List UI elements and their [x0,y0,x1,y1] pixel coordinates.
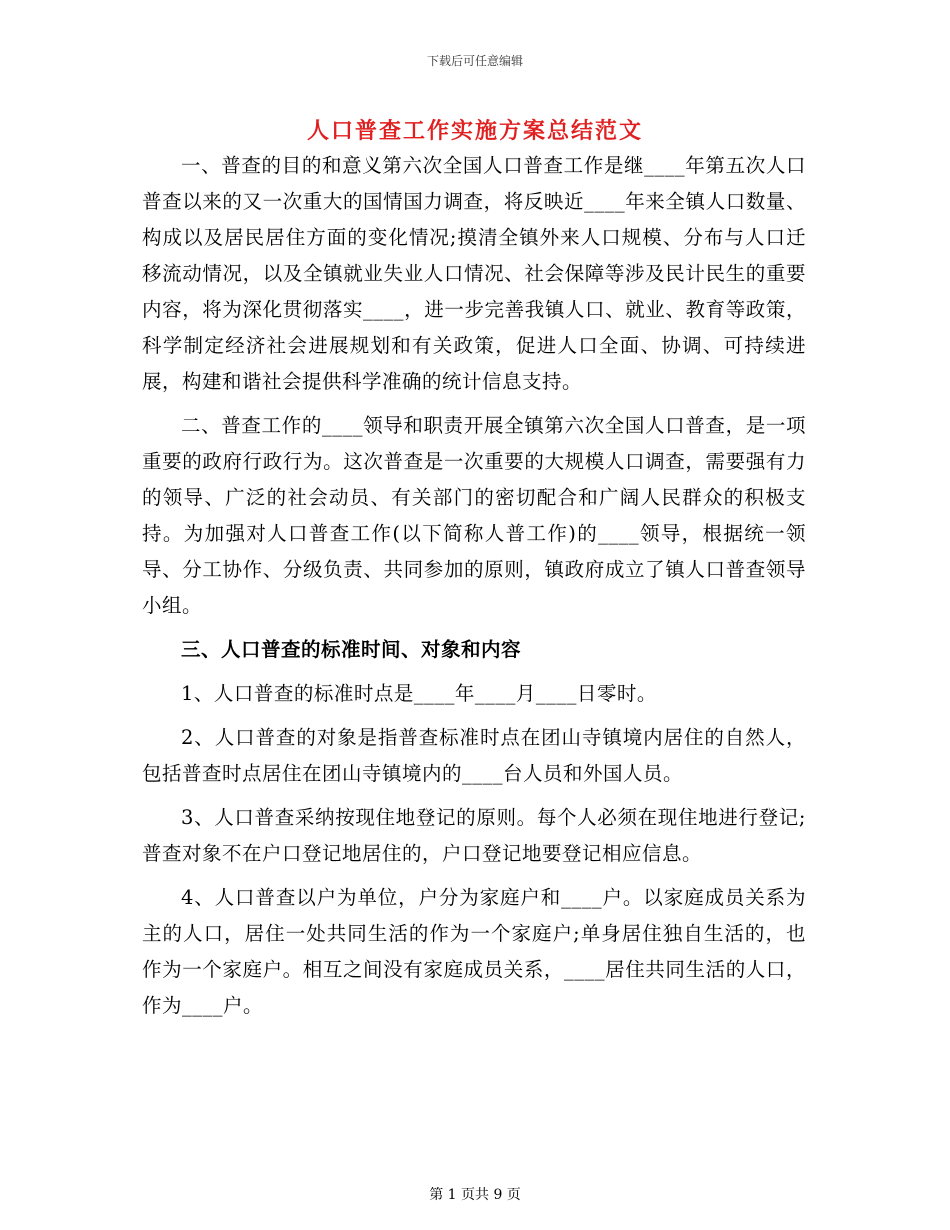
paragraph-leadership: 二、普查工作的____领导和职责开展全镇第六次全国人口普查，是一项重要的政府行政行为。这次普查是一次重要的大规模人口调查，需要强有力的领导、广泛的社会动员、有关部门的密切配合和广阔人民群众的积极支持。为加强对人口普查工作(以下简称人普工作)的____领导，根据统一领导、分工协作、分级负责、共同参加的原则，镇政府成立了镇人口普查领导小组。 [142,414,806,617]
page-number: 第 1 页共 9 页 [429,1187,521,1203]
list-item-registration-principle: 3、人口普查采纳按现住地登记的原则。每个人必须在现住地进行登记;普查对象不在户口登记地居住的，户口登记地要登记相应信息。 [142,806,806,865]
paragraph-purpose: 一、普查的目的和意义第六次全国人口普查工作是继____年第五次人口普查以来的又一次重大的国情国力调查，将反映近____年来全镇人口数量、构成以及居民居住方面的变化情况;摸清全镇外来人口规模、分布与人口迁移流动情况，以及全镇就业失业人口情况、社会保障等涉及民计民生的重要内容，将为深化贯彻落实____，进一步完善我镇人口、就业、教育等政策，科学制定经济社会进展规划和有关政策，促进人口全面、协调、可持续进展，构建和谐社会提供科学准确的统计信息支持。 [142,154,806,393]
list-item-standard-time: 1、人口普查的标准时点是____年____月____日零时。 [181,682,657,705]
document-title: 人口普查工作实施方案总结范文 [306,118,643,144]
section-heading-standard-time: 三、人口普查的标准时间、对象和内容 [181,638,522,661]
list-item-census-objects: 2、人口普查的对象是指普查标准时点在团山寺镇境内居住的自然人，包括普查时点居住在团山寺镇境内的____台人员和外国人员。 [142,726,806,785]
header-note: 下载后可任意编辑 [426,54,523,68]
document-body [142,148,806,1032]
list-item-household-unit: 4、人口普查以户为单位，户分为家庭户和____户。以家庭成员关系为主的人口，居住一处共同生活的作为一个家庭户;单身居住独自生活的，也作为一个家庭户。相互之间没有家庭成员关系，____居住共同生活的人口，作为____户。 [142,886,806,1017]
